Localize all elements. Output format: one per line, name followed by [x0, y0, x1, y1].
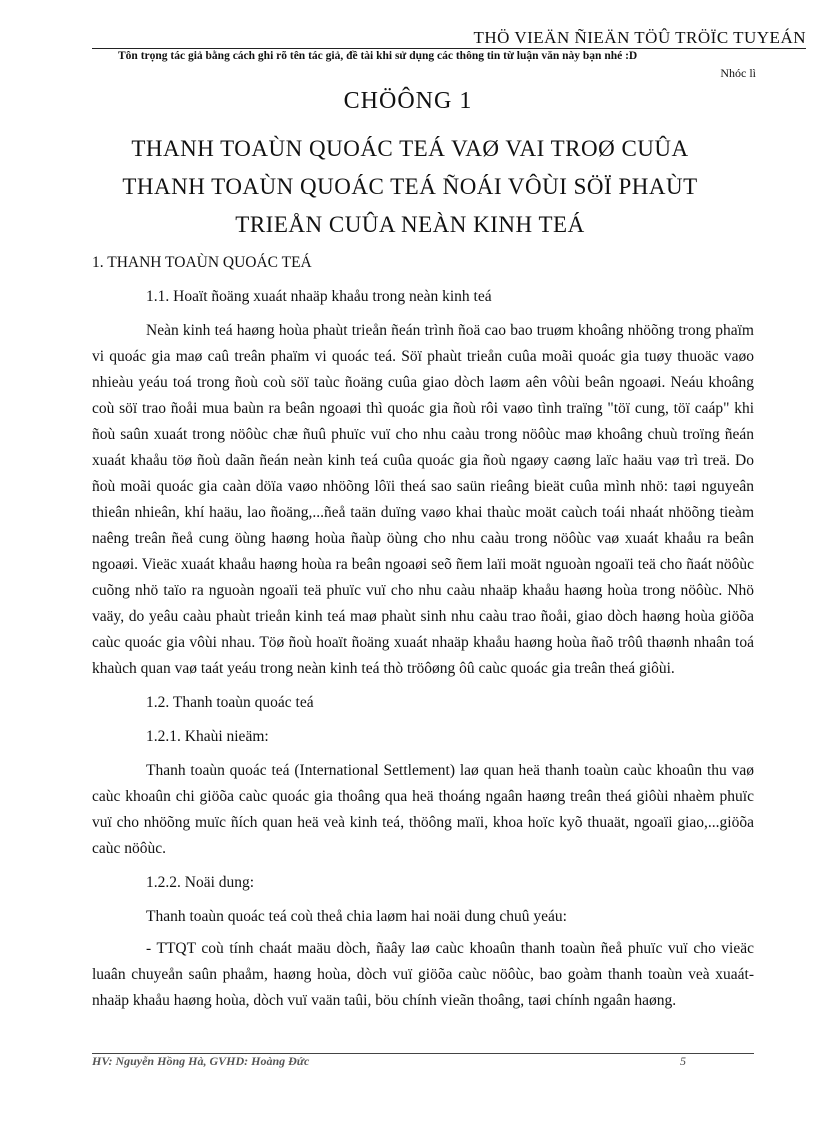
section-heading-1: 1. THANH TOAÙN QUOÁC TEÁ: [92, 254, 312, 271]
section-heading-1-1: 1.1. Hoaït ñoäng xuaát nhaäp khaåu trong neàn kinh teá: [146, 288, 492, 305]
uploader-nickname: Nhóc lì: [720, 66, 756, 80]
page-number: 5: [680, 1054, 686, 1068]
paragraph-trade-payments: - TTQT coù tính chaát maäu dòch, ñaây laø caùc khoaûn thanh toaùn ñeå phuïc vuï cho vieäc luaân chuyeån saûn phaåm, haøng hoùa, dòch vuï giöõa caùc nöôùc, bao goàm thanh toaùn veà xuaát-nhaäp khaåu haøng hoùa, dòch vuï vaän taûi, böu chính vieãn thoâng, taøi chính ngaân haøng.: [92, 940, 754, 1009]
paragraph-content-intro: Thanh toaùn quoác teá coù theå chia laøm hai noäi dung chuû yeáu:: [146, 908, 567, 925]
paragraph-definition: Thanh toaùn quoác teá (International Settlement) laø quan heä thanh toaùn caùc khoaûn thu vaø caùc khoaûn chi giöõa caùc quoác gia thoâng qua heä thoáng ngaân haøng treân theá giôùi nhaèm phuïc vuï cho nhöõng muïc ñích quan heä veà kinh teá, thöông maïi, khoa hoïc kyõ thuaät, ngoaïi giao,...giöõa caùc nöôùc.: [92, 762, 754, 857]
section-heading-1-2: 1.2. Thanh toaùn quoác teá: [146, 694, 314, 711]
chapter-title: THANH TOAÙN QUOÁC TEÁ VAØ VAI TROØ CUÛA THANH TOAÙN QUOÁC TEÁ ÑOÁI VÔÙI SÖÏ PHAÙT TRIEÅN CUÛA NEÀN KINH TEÁ: [122, 136, 698, 237]
header-divider: [92, 48, 806, 49]
document-body: [92, 250, 754, 1022]
section-heading-1-2-1: 1.2.1. Khaùi nieäm:: [146, 728, 269, 745]
footer-author: HV: Nguyễn Hồng Hà, GVHD: Hoàng Đức: [92, 1054, 310, 1068]
section-heading-1-2-2: 1.2.2. Noäi dung:: [146, 874, 255, 891]
citation-notice: Tôn trọng tác giả bằng cách ghi rõ tên tác giả, đề tài khi sử dụng các thông tin từ luận văn này bạn nhé :D: [118, 50, 638, 62]
library-header: THÖ VIEÄN ÑIEÄN TÖÛ TRÖÏC TUYEÁN: [473, 28, 806, 47]
paragraph-trade-activity: Neàn kinh teá haøng hoùa phaùt trieån ñeán trình ñoä cao bao truøm khoâng nhöõng trong phaïm vi quoác gia maø caû treân phaïm vi quoác teá. Söï phaùt trieån cuûa moãi quoác gia tuøy thuoäc vaøo nhieàu yeáu toá trong ñoù coù söï taùc ñoäng cuûa giao dòch laøm aên vôùi beân ngoaøi. Neáu khoâng coù söï trao ñoåi mua baùn ra beân ngoaøi thì quoác gia ñoù rôi vaøo tình traïng "töï cung, töï caáp" khi ñoù saûn xuaát trong nöôùc chæ ñuû phuïc vuï cho nhu caàu trong nöôùc maø khoâng chuù troïng ñeán xuaát khaåu töø ñoù daãn ñeán neàn kinh teá cuûa quoác gia ñoù ngaøy caøng laïc haäu vaø trì treä. Do ñoù moãi quoác gia caàn döïa vaøo nhöõng lôïi theá sao saün rieâng bieät cuûa mình nhö: taøi nguyeân thieân nhieân, khí haäu, lao ñoäng,...ñeå taän duïng vaøo khai thaùc moät caùch toái nhaát nhöõng tieàm naêng treân ñeå cung öùng haøng hoùa ñaùp öùng cho nhu caàu trong nöôùc vaø xuaát khaåu ra beân ngoaøi. Vieäc xuaát khaåu haøng hoùa ra beân ngoaøi seõ ñem laïi moät nguoàn ngoaïi teä cho ñaát nöôùc cuõng nhö taïo ra nguoàn ngoaïi teä phuïc vuï cho nhu caàu nhaäp khaåu haøng hoùa trong nöôùc. Nhö vaäy, do yeâu caàu phaùt trieån kinh teá maø phaùt sinh nhu caàu trao ñoåi, giao dòch haøng hoùa giöõa caùc quoác gia vôùi nhau. Töø ñoù hoaït ñoäng xuaát nhaäp khaåu haøng hoùa ñaõ trôû thaønh nhaân toá khaùch quan vaø taát yeáu trong neàn kinh teá thò tröôøng ôû caùc quoác gia treân theá giôùi.: [92, 322, 754, 677]
chapter-label: CHÖÔNG 1: [343, 88, 473, 114]
